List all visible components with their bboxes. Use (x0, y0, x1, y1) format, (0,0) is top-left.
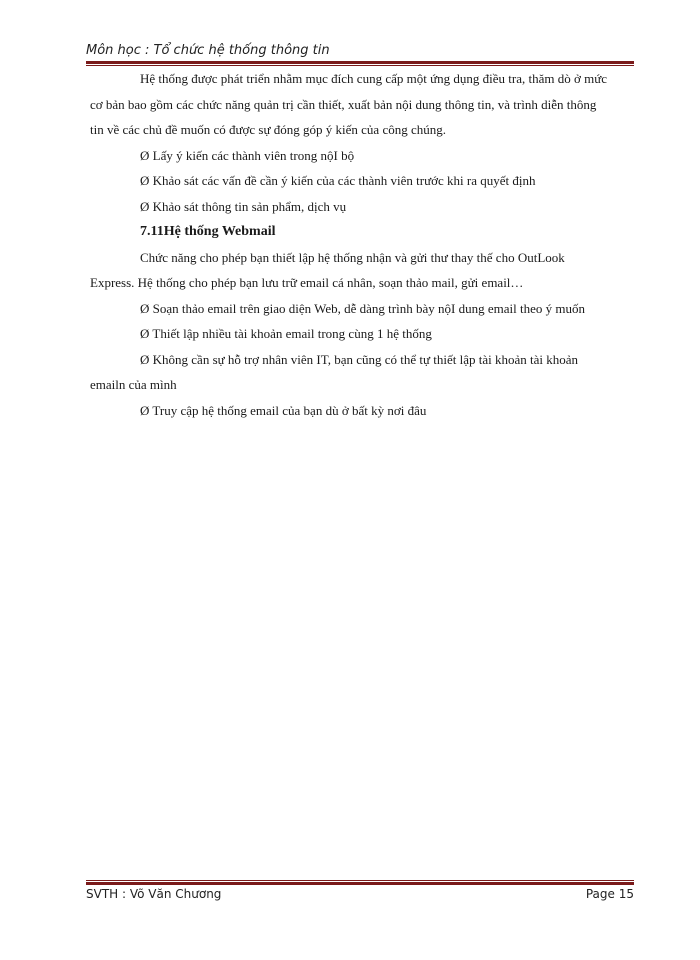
intro-line-2: cơ bản bao gồm các chức năng quản trị cần thiết, xuất bản nội dung thông tin, và trình diễn thông (90, 96, 597, 112)
bullet-internal-opinion: Ø Lấy ý kiến các thành viên trong nộI bộ (140, 147, 355, 163)
bullet-no-it-support-continued: emailn của mình (90, 377, 177, 392)
footer-rule (86, 880, 634, 885)
bullet-access-anywhere: Ø Truy cập hệ thống email của bạn dù ở bất kỳ nơi đâu (140, 402, 427, 418)
bullet-multiple-accounts: Ø Thiết lập nhiều tài khoản email trong cùng 1 hệ thống (140, 326, 432, 341)
bullet-product-survey: Ø Khảo sát thông tin sản phẩm, dịch vụ (140, 198, 347, 214)
intro-line-1: Hệ thống được phát triển nhằm mục đích cung cấp một ứng dụng điều tra, thăm dò ở mức (140, 71, 608, 86)
footer-page-number: Page 15 (585, 887, 634, 901)
bullet-no-it-support: Ø Không cần sự hỗ trợ nhân viên IT, bạn cũng có thể tự thiết lập tài khoản tài khoản (140, 351, 579, 367)
footer-author: SVTH : Võ Văn Chương (86, 887, 222, 901)
bullet-compose-email: Ø Soạn thảo email trên giao diện Web, dễ dàng trình bày nộI dung email theo ý muốn (140, 300, 585, 316)
document-body (90, 66, 632, 423)
page-footer (86, 887, 634, 901)
bullet-member-survey: Ø Khảo sát các vấn đề cần ý kiến của các thành viên trước khi ra quyết định (140, 173, 536, 188)
section-title-webmail: 7.11Hệ thống Webmail (140, 224, 276, 239)
webmail-line-1: Chức năng cho phép bạn thiết lập hệ thống nhận và gửi thư thay thế cho OutLook (140, 249, 565, 265)
page-header-course: Môn học : Tổ chức hệ thống thông tin (86, 43, 330, 58)
webmail-line-2: Express. Hệ thống cho phép bạn lưu trữ email cá nhân, soạn thảo mail, gửi email… (90, 275, 524, 290)
intro-line-3: tin về các chủ đề muốn có được sự đóng góp ý kiến của công chúng. (90, 122, 446, 137)
